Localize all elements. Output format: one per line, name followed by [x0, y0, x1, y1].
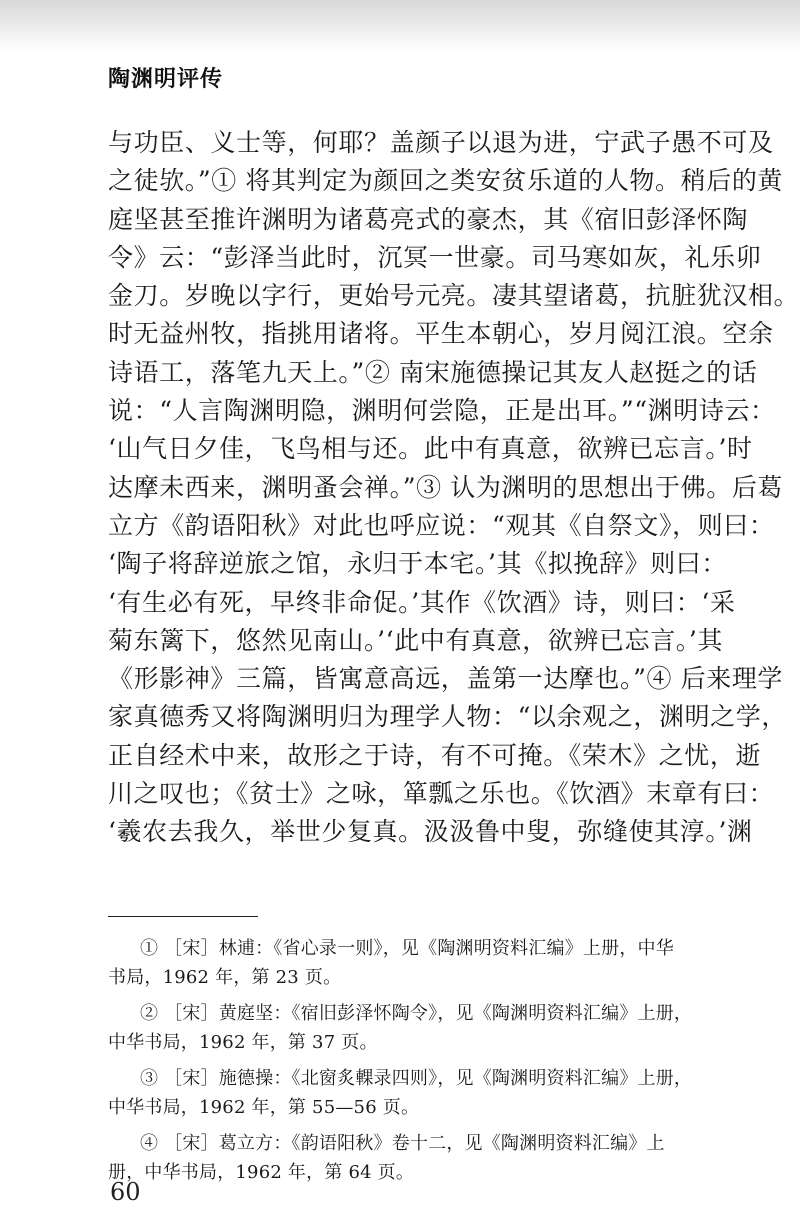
footnote-line: ② ［宋］黄庭坚：《宿旧彭泽怀陶令》，见《陶渊明资料汇编》上册， — [140, 1003, 693, 1024]
body-line: ‘陶子将辞逆旅之馆，永归于本宅。’其《拟挽辞》则曰： — [108, 549, 727, 579]
footnote-line: ① ［宋］林逋：《省心录一则》，见《陶渊明资料汇编》上册，中华 — [140, 938, 674, 959]
body-line: 川之叹也；《贫士》之咏，箪瓢之乐也。《饮酒》末章有曰： — [108, 779, 775, 809]
footnote-4 — [108, 1129, 700, 1187]
body-line: 家真德秀又将陶渊明归为理学人物：“以余观之，渊明之学， — [108, 702, 787, 732]
footnote-1 — [108, 934, 700, 992]
body-line: 令》云：“彭泽当此时，沉冥一世豪。司马寒如灰，礼乐卯 — [108, 242, 762, 272]
page-number: 60 — [110, 1178, 141, 1206]
footnote-line: 册，中华书局，1962 年，第 64 页。 — [108, 1162, 415, 1183]
running-title: 陶渊明评传 — [108, 67, 224, 92]
top-shadow-band — [0, 0, 800, 52]
footnote-separator — [108, 916, 258, 917]
body-text — [108, 124, 800, 852]
body-line: 说：“人言陶渊明隐，渊明何尝隐，正是出耳。”“渊明诗云： — [108, 396, 776, 426]
body-line: 达摩未西来，渊明蚤会禅。”③ 认为渊明的思想出于佛。后葛 — [108, 472, 784, 502]
body-line: 诗语工，落笔九天上。”② 南宋施德操记其友人赵挺之的话 — [108, 357, 758, 387]
body-line: 菊东篱下，悠然见南山。’‘此中有真意，欲辨已忘言。’其 — [108, 625, 724, 655]
body-line: ‘有生必有死，早终非命促。’其作《饮酒》诗，则曰：‘采 — [108, 587, 736, 617]
body-line: 时无益州牧，指挑用诸将。平生本朝心，岁月阅江浪。空余 — [108, 319, 774, 349]
footnote-2 — [108, 999, 700, 1057]
footnote-line: 书局，1962 年，第 23 页。 — [108, 967, 342, 988]
footnote-line: ④ ［宋］葛立方：《韵语阳秋》卷十二，见《陶渊明资料汇编》上 — [140, 1133, 665, 1154]
body-line: 《形影神》三篇，皆寓意高远，盖第一达摩也。”④ 后来理学 — [108, 664, 784, 694]
body-line: 正自经术中来，故形之于诗，有不可掩。《荣木》之忧，逝 — [108, 740, 762, 770]
body-line: 立方《韵语阳秋》对此也呼应说：“观其《自祭文》，则曰： — [108, 510, 775, 540]
body-line: 金刀。岁晚以字行，更始号元亮。凄其望诸葛，抗脏犹汉相。 — [108, 281, 800, 311]
footnotes — [108, 934, 700, 1187]
footnote-line: ③ ［宋］施德操：《北窗炙輠录四则》，见《陶渊明资料汇编》上册， — [140, 1068, 693, 1089]
footnote-line: 中华书局，1962 年，第 55—56 页。 — [108, 1097, 420, 1118]
body-line: ‘羲农去我久，举世少复真。汲汲鲁中叟，弥缝使其淳。’渊 — [108, 817, 753, 847]
footnote-3 — [108, 1064, 700, 1122]
body-line: 庭坚甚至推许渊明为诸葛亮式的豪杰，其《宿旧彭泽怀陶 — [108, 204, 749, 234]
body-line: 与功臣、义士等，何耶？盖颜子以退为进，宁武子愚不可及 — [108, 128, 774, 157]
footnote-line: 中华书局，1962 年，第 37 页。 — [108, 1032, 378, 1053]
body-line: ‘山气日夕佳，飞鸟相与还。此中有真意，欲辨已忘言。’时 — [108, 434, 753, 464]
body-line: 之徒欤。”① 将其判定为颜回之类安贫乐道的人物。稍后的黄 — [108, 166, 784, 196]
